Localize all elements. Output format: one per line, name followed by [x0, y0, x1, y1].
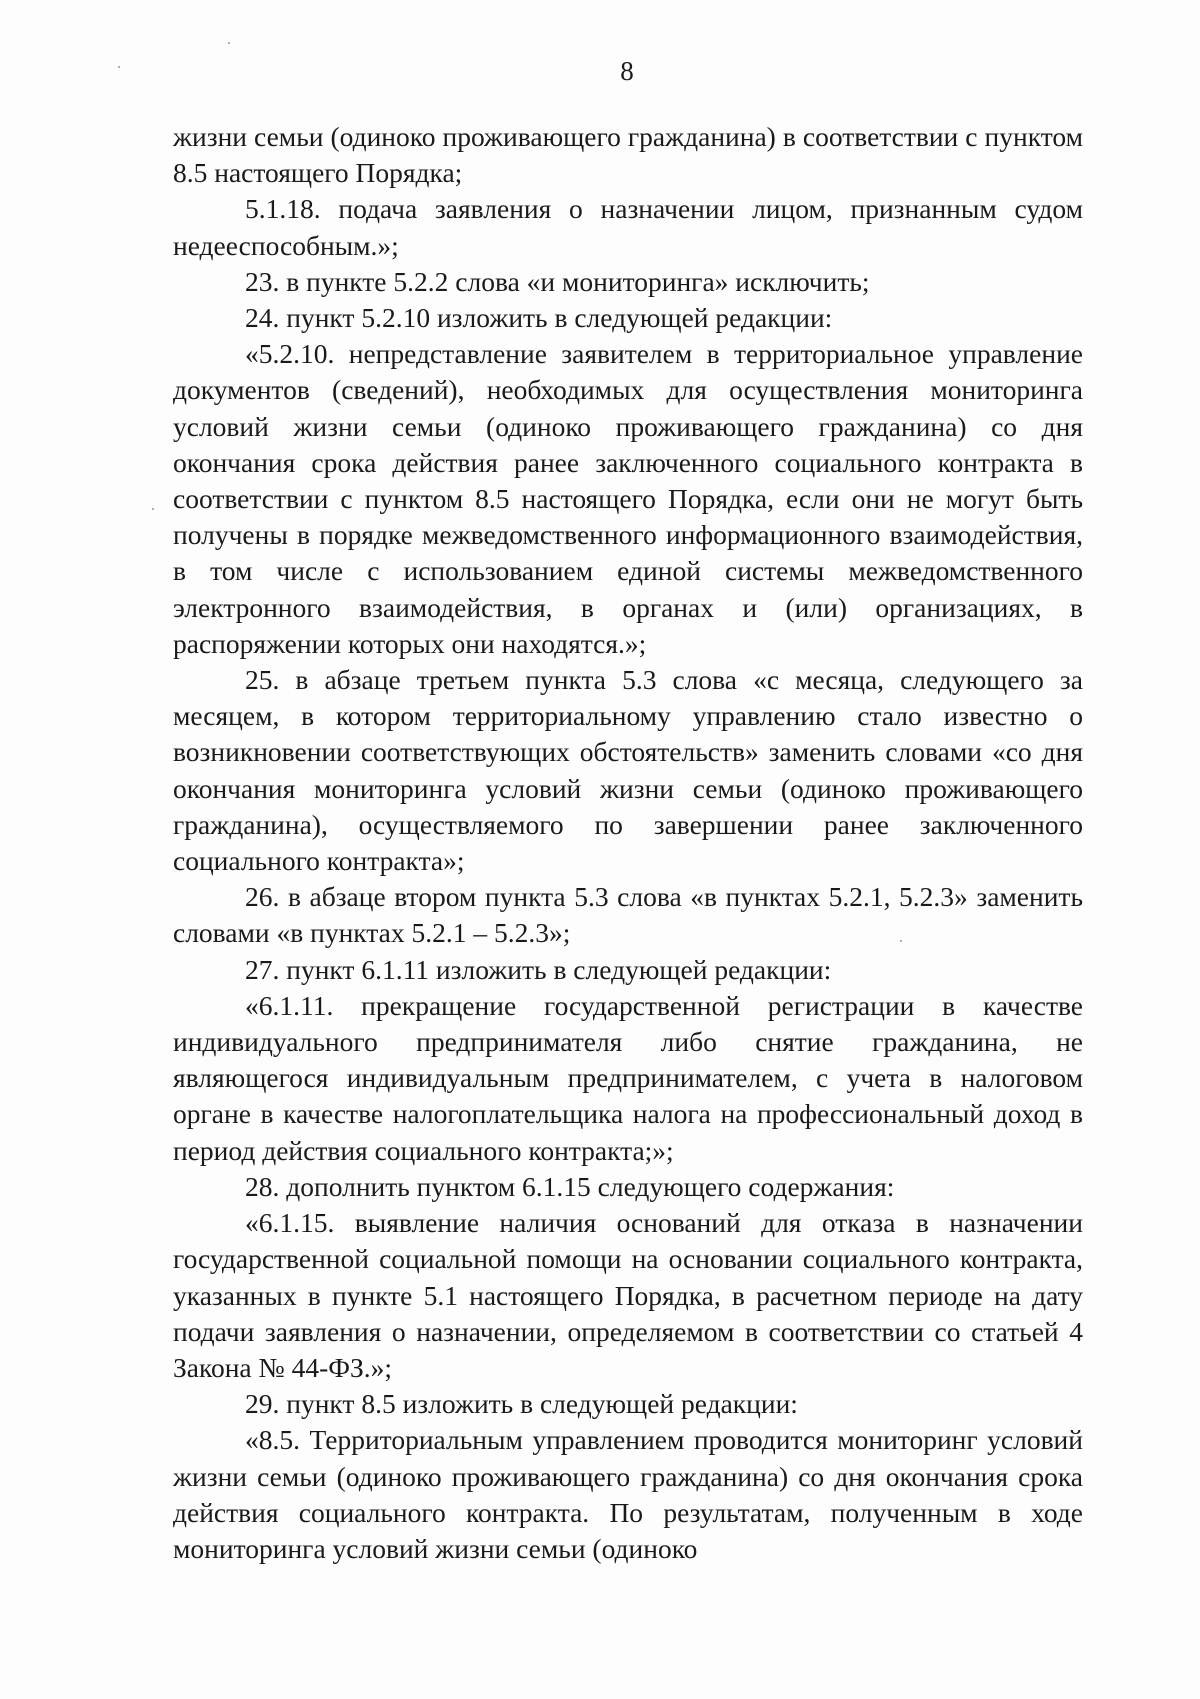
paragraph: 26. в абзаце втором пункта 5.3 слова «в пунктах 5.2.1, 5.2.3» заменить словами «в пунктах 5.2.1 – 5.2.3»;	[173, 881, 1083, 949]
paragraph: «5.2.10. непредставление заявителем в территориальное управление документов (сведений), необходимых для осуществления мониторинга условий жизни семьи (одиноко проживающего гражданина) со дня окончания срока действия ранее заключенного социального контракта в соответствии с пунктом 8.5 настоящего Порядка, если они не могут быть получены в порядке межведомственного информационного взаимодействия, в том числе с использованием единой системы межведомственного электронного взаимодействия, в органах и (или) организациях, в распоряжении которых они находятся.»;	[173, 338, 1083, 659]
paragraph: 23. в пункте 5.2.2 слова «и мониторинга» исключить;	[245, 265, 870, 297]
paragraph: 5.1.18. подача заявления о назначении лицом, признанным судом недееспособным.»;	[173, 193, 1083, 261]
scan-speck	[228, 42, 230, 44]
document-body	[173, 119, 1083, 1567]
paragraph: «6.1.11. прекращение государственной регистрации в качестве индивидуального предпринимателя либо снятие гражданина, не являющегося индивидуальным предпринимателем, с учета в налоговом органе в качестве налогоплательщика налога на профессиональный доход в период действия социального контракта;»;	[173, 989, 1083, 1166]
page-number: 8	[620, 56, 634, 86]
paragraph: 27. пункт 6.1.11 изложить в следующей редакции:	[245, 953, 832, 985]
paragraph: жизни семьи (одиноко проживающего гражданина) в соответствии с пунктом 8.5 настоящего Порядка;	[173, 121, 1083, 189]
paragraph: 28. дополнить пунктом 6.1.15 следующего содержания:	[245, 1170, 895, 1202]
paragraph: «6.1.15. выявление наличия оснований для отказа в назначении государственной социальной помощи на основании социального контракта, указанных в пункте 5.1 настоящего Порядка, в расчетном периоде на дату подачи заявления о назначении, определяемом в соответствии со статьей 4 Закона № 44-ФЗ.»;	[173, 1207, 1083, 1383]
paragraph: 29. пункт 8.5 изложить в следующей редакции:	[245, 1388, 798, 1420]
paragraph: 24. пункт 5.2.10 изложить в следующей редакции:	[245, 302, 833, 334]
scan-speck	[152, 508, 154, 510]
paragraph: «8.5. Территориальным управлением проводится мониторинг условий жизни семьи (одиноко проживающего гражданина) со дня окончания срока действия социального контракта. По результатам, полученным в ходе мониторинга условий жизни семьи (одиноко	[173, 1424, 1083, 1564]
paragraph: 25. в абзаце третьем пункта 5.3 слова «с месяца, следующего за месяцем, в котором территориальному управлению стало известно о возникновении соответствующих обстоятельств» заменить словами «со дня окончания мониторинга условий жизни семьи (одиноко проживающего гражданина), осуществляемого по завершении ранее заключенного социального контракта»;	[173, 664, 1083, 877]
